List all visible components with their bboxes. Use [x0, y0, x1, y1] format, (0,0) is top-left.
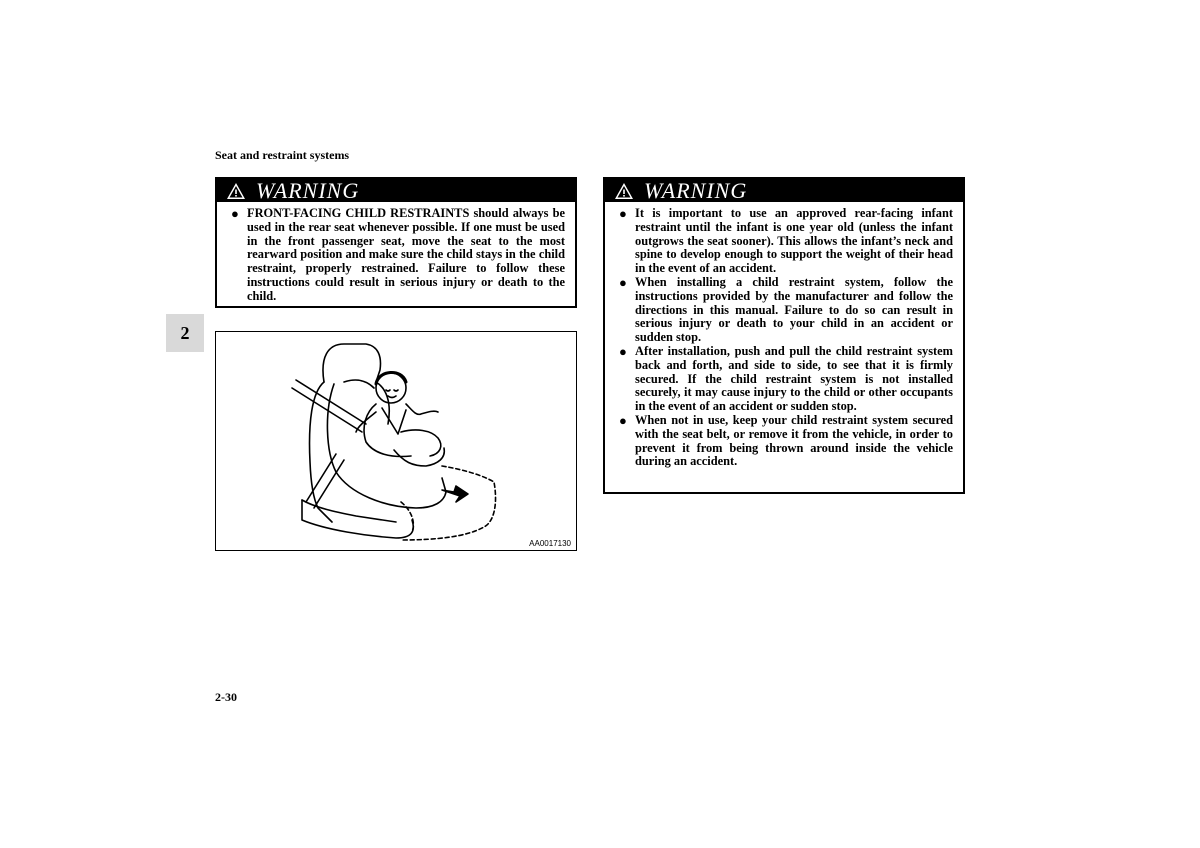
warning-item-text: After installation, push and pull the child restraint system back and forth, and side to side, to see that it is firmly secured. If the child restraint system is not installed securely, it may cause injury to the child or other occupants in the event of an accident or sudden stop. [635, 343, 953, 414]
bullet-icon: ● [619, 343, 627, 359]
right-warning-box [603, 177, 965, 494]
bullet-icon: ● [619, 206, 627, 221]
section-title: Seat and restraint systems [215, 148, 350, 162]
bullet-icon: ● [619, 274, 627, 290]
warning-item-text: It is important to use an approved rear-facing infant restraint until the infant is one year old (unless the infant outgrows the seat sooner). This allows the infant’s neck and spine to develop enough to support the weight of their head in the event of an accident. [635, 206, 953, 276]
warning-title: WARNING [644, 177, 748, 203]
warning-item-text: When installing a child restraint system, follow the instructions provided by the manufacturer and follow the directions in this manual. Failure to do so can result in serious injury or death to your child in an accident or sudden stop. [635, 274, 953, 345]
warning-triangle-icon [614, 182, 634, 200]
child-seat-illustration [215, 331, 577, 551]
warning-item [615, 276, 953, 345]
warning-item [615, 345, 953, 414]
page-number: 2-30 [215, 690, 237, 704]
warning-header [605, 179, 963, 202]
chapter-number: 2 [180, 322, 190, 343]
warning-item [615, 414, 953, 469]
warning-item-text: When not in use, keep your child restraint system secured with the seat belt, or remove it from the vehicle, in order to prevent it from being thrown around inside the vehicle during an accident. [635, 412, 953, 469]
figure-code: AA0017130 [529, 539, 571, 548]
warning-list [217, 202, 575, 304]
chapter-tab [166, 314, 204, 352]
bullet-icon: ● [619, 412, 627, 428]
warning-item-text: FRONT-FACING CHILD RESTRAINTS should always be used in the rear seat whenever possible. If one must be used in the front passenger seat, move the seat to the most rearward position and make sure the child stays in the child restraint, properly restrained. Failure to follow these instructions could result in serious injury or death to the child. [247, 206, 565, 303]
warning-title: WARNING [256, 177, 360, 203]
warning-header [217, 179, 575, 202]
warning-item [227, 207, 565, 304]
bullet-icon: ● [231, 206, 239, 221]
child-seat-drawing [216, 332, 576, 550]
warning-list [605, 202, 963, 469]
warning-item [615, 207, 953, 276]
warning-triangle-icon [226, 182, 246, 200]
left-warning-box [215, 177, 577, 308]
